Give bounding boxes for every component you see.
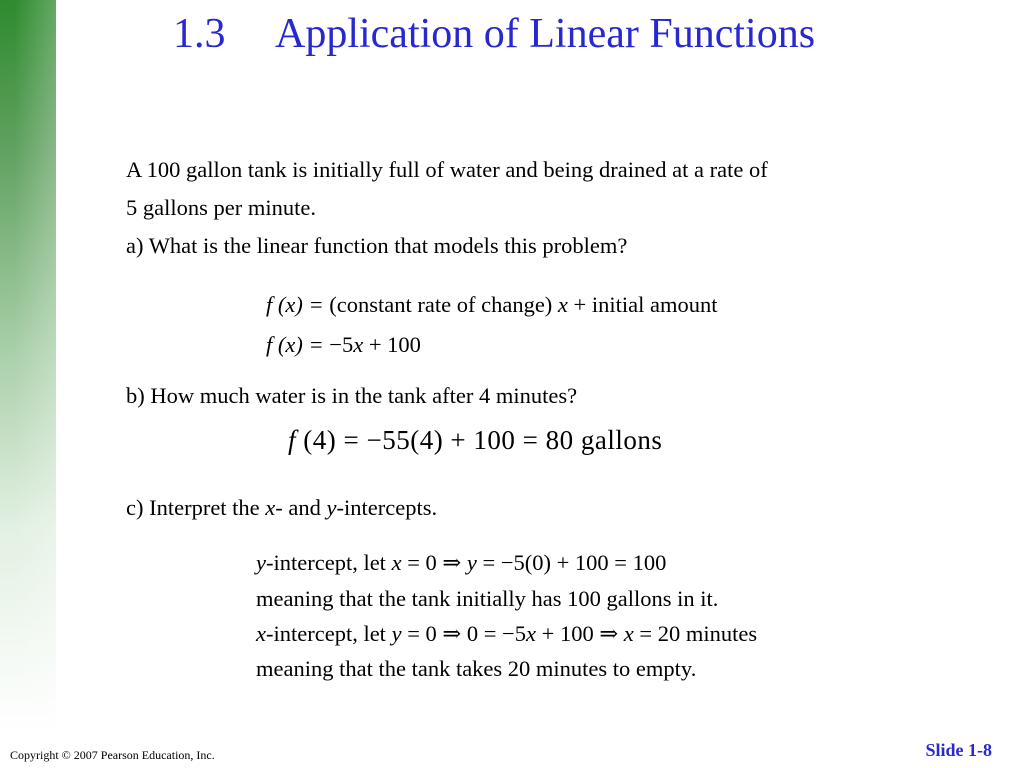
equation-evaluation-rest: (4) = −55(4) + 100 = 80 gallons [296, 425, 663, 455]
problem-line-1: A 100 gallon tank is initially full of water and being drained at a rate of [126, 157, 768, 182]
y-intercept-x: x [391, 550, 402, 575]
equation-general-rhs: (constant rate of change) [329, 292, 558, 317]
y-intercept-text: -intercept, let [266, 550, 392, 575]
y-intercept-meaning: meaning that the tank initially has 100 gallons in it. [256, 586, 719, 611]
slide-number: Slide 1-8 [925, 740, 992, 760]
y-intercept-var: y [256, 550, 266, 575]
question-c-mid: - and [275, 495, 327, 520]
x-intercept-eq: = 0 ⇒ 0 = −5 [401, 621, 526, 646]
equation-general-x: x [557, 292, 568, 317]
x-intercept-result: = 20 minutes [633, 621, 758, 646]
equation-general-form [266, 291, 717, 319]
x-intercept-meaning: meaning that the tank takes 20 minutes to empty. [256, 656, 697, 681]
x-intercept-x: x [526, 621, 536, 646]
slide-title [173, 10, 815, 58]
y-intercept-eq: = 0 ⇒ [401, 550, 467, 575]
side-decorative-bar [0, 0, 56, 732]
equation-specific-form [266, 331, 421, 359]
equation-general-lhs: f (x) = [266, 292, 330, 317]
y-intercept-calc: = −5(0) + 100 = 100 [476, 550, 667, 575]
equation-evaluation [288, 424, 662, 456]
equation-general-tail: + initial amount [567, 292, 718, 317]
x-intercept-var: x [256, 621, 266, 646]
equation-specific-coef: −5 [329, 332, 354, 357]
question-c-suffix: -intercepts. [336, 495, 438, 520]
x-intercept-x2: x [623, 621, 634, 646]
question-c [126, 494, 437, 522]
copyright-notice: Copyright © 2007 Pearson Education, Inc. [10, 748, 215, 762]
x-intercept-y: y [391, 621, 402, 646]
side-bar-highlight [14, 0, 56, 732]
equation-evaluation-f: f [288, 425, 297, 455]
question-a: a) What is the linear function that models this problem? [126, 233, 628, 258]
equation-specific-lhs: f (x) = [266, 332, 330, 357]
question-b: b) How much water is in the tank after 4 minutes? [126, 383, 578, 408]
title-text: Application of Linear Functions [275, 11, 816, 57]
problem-line-2: 5 gallons per minute. [126, 195, 316, 220]
question-c-x: x [265, 495, 276, 520]
x-intercept-calc: + 100 ⇒ [536, 621, 624, 646]
x-intercept-text: -intercept, let [266, 621, 392, 646]
y-intercept-line [256, 549, 666, 577]
question-c-prefix: c) Interpret the [126, 495, 266, 520]
y-intercept-y: y [466, 550, 477, 575]
section-number: 1.3 [173, 11, 226, 57]
equation-specific-x: x [353, 332, 364, 357]
x-intercept-line [256, 620, 757, 648]
question-c-y: y [326, 495, 337, 520]
equation-specific-tail: + 100 [363, 332, 421, 357]
